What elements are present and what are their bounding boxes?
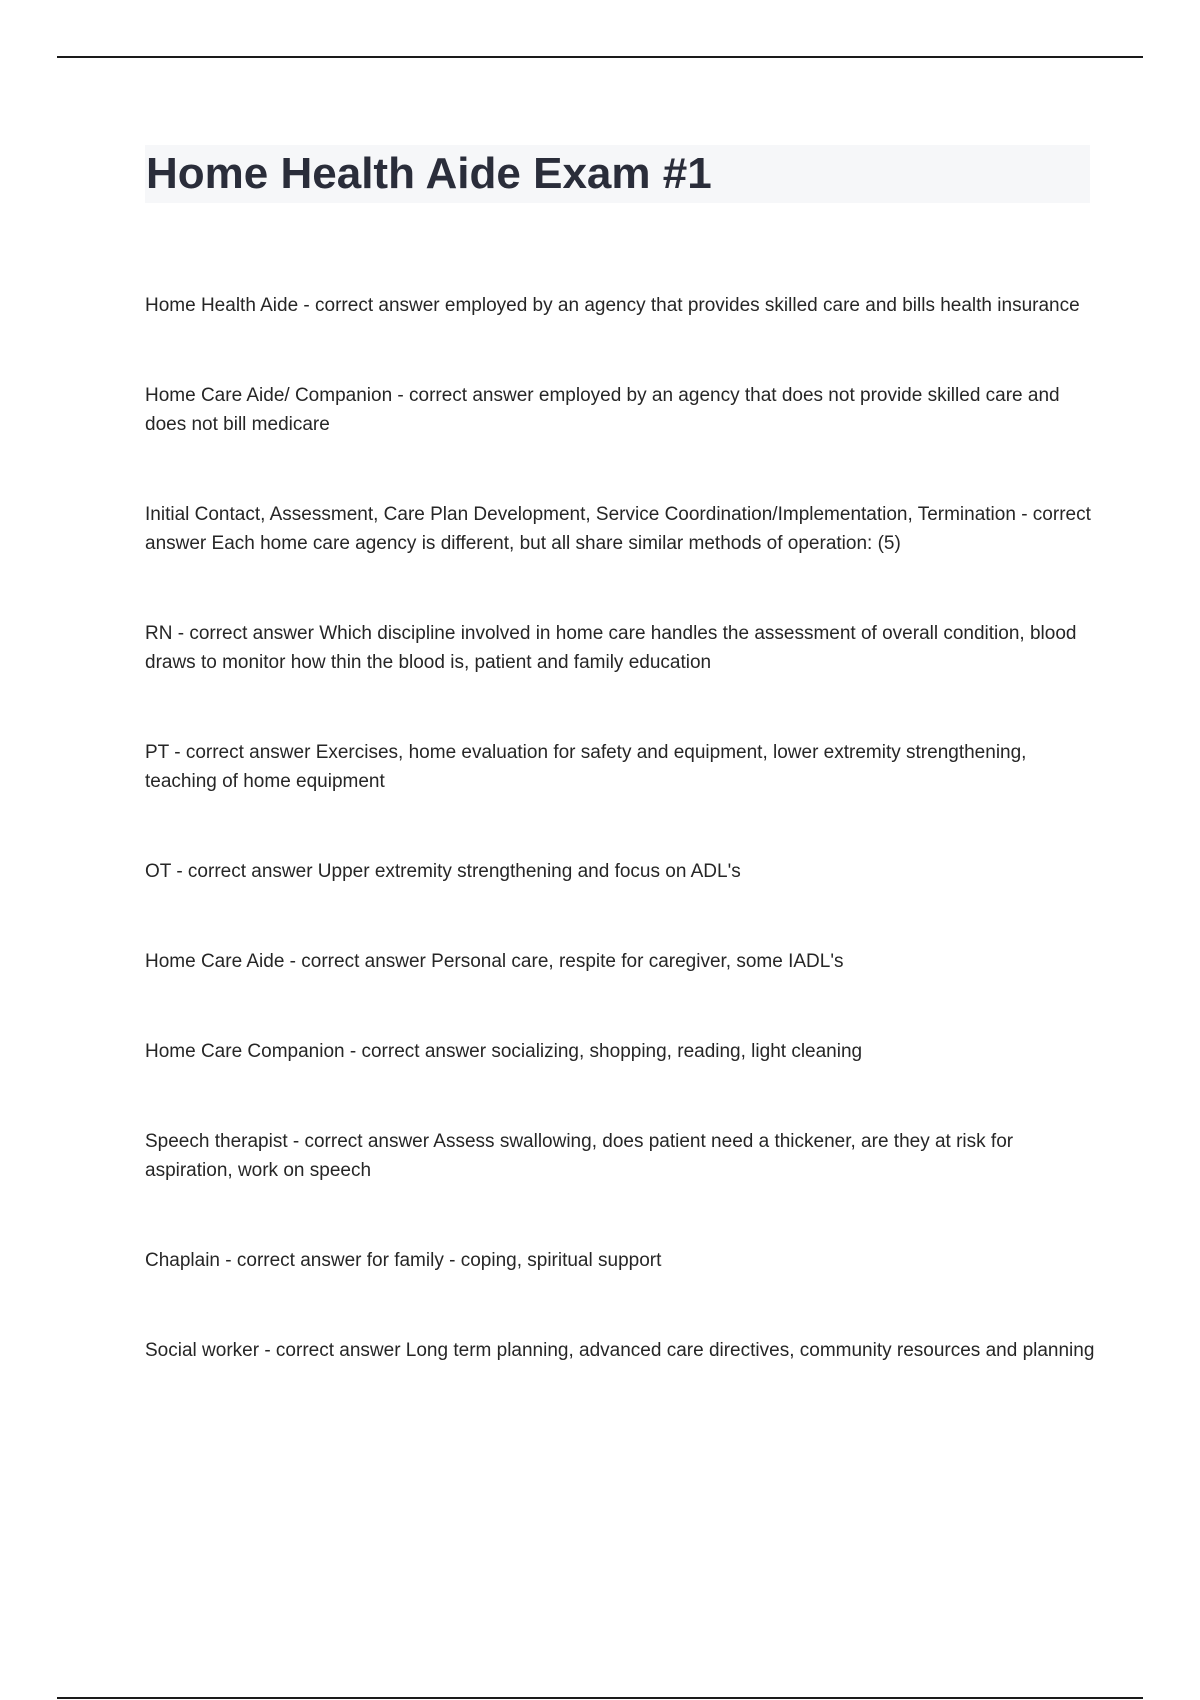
page-title: Home Health Aide Exam #1 xyxy=(146,149,712,198)
qa-entry-social-worker: Social worker - correct answer Long term planning, advanced care directives, community resources and planning xyxy=(145,1340,1095,1361)
qa-entry-home-care-aide: Home Care Aide - correct answer Personal care, respite for caregiver, some IADL's xyxy=(145,951,844,972)
qa-entry-home-care-companion: Home Care Companion - correct answer socializing, shopping, reading, light cleaning xyxy=(145,1041,863,1062)
qa-entry-ot: OT - correct answer Upper extremity strengthening and focus on ADL's xyxy=(145,861,741,882)
qa-entry-home-health-aide: Home Health Aide - correct answer employed by an agency that provides skilled care and bills health insurance xyxy=(145,295,1080,316)
bottom-divider xyxy=(57,1697,1143,1699)
qa-entry-rn: RN - correct answer Which discipline involved in home care handles the assessment of overall condition, blood draws to monitor how thin the blood is, patient and family education xyxy=(145,623,1077,673)
qa-entry-agency-operation-methods: Initial Contact, Assessment, Care Plan Development, Service Coordination/Implementation, Termination - correct answer Each home care agency is different, but all share similar methods of operation: (5) xyxy=(145,504,1091,554)
qa-entry-home-care-aide-companion: Home Care Aide/ Companion - correct answer employed by an agency that does not provide skilled care and does not bill medicare xyxy=(145,385,1060,435)
qa-entry-speech-therapist: Speech therapist - correct answer Assess swallowing, does patient need a thickener, are they at risk for aspiration, work on speech xyxy=(145,1131,1014,1181)
top-divider xyxy=(57,56,1143,58)
qa-list xyxy=(145,291,1095,1426)
qa-entry-chaplain: Chaplain - correct answer for family - coping, spiritual support xyxy=(145,1250,662,1271)
qa-entry-pt: PT - correct answer Exercises, home evaluation for safety and equipment, lower extremity strengthening, teaching of home equipment xyxy=(145,742,1027,792)
